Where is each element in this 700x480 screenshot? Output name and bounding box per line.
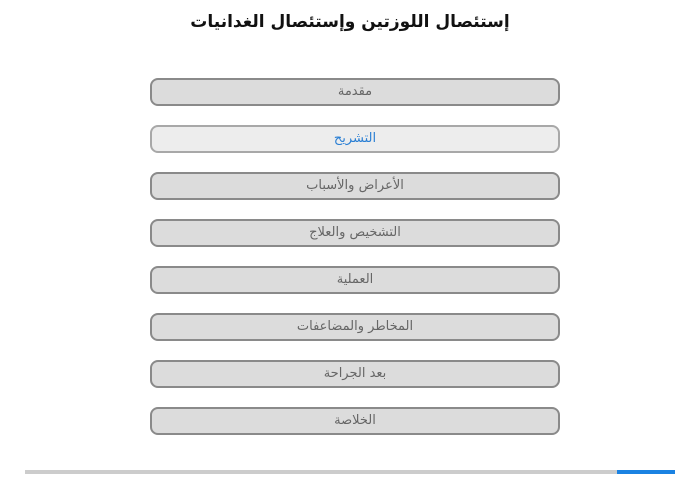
menu-item-anatomy[interactable]: التشريح [150,125,560,153]
menu-item-procedure[interactable]: العملية [150,266,560,294]
chapter-menu [150,78,560,454]
progress-bar-fill [617,470,676,474]
menu-item-summary[interactable]: الخلاصة [150,407,560,435]
page-title: إستئصال اللوزتين وإستئصال الغدانيات [190,12,510,32]
menu-item-symptoms-causes[interactable]: الأعراض والأسباب [150,172,560,200]
menu-item-introduction[interactable]: مقدمة [150,78,560,106]
progress-bar [25,470,675,474]
menu-item-diagnosis-treatment[interactable]: التشخيص والعلاج [150,219,560,247]
menu-item-risks-complications[interactable]: المخاطر والمضاعفات [150,313,560,341]
menu-item-after-surgery[interactable]: بعد الجراحة [150,360,560,388]
